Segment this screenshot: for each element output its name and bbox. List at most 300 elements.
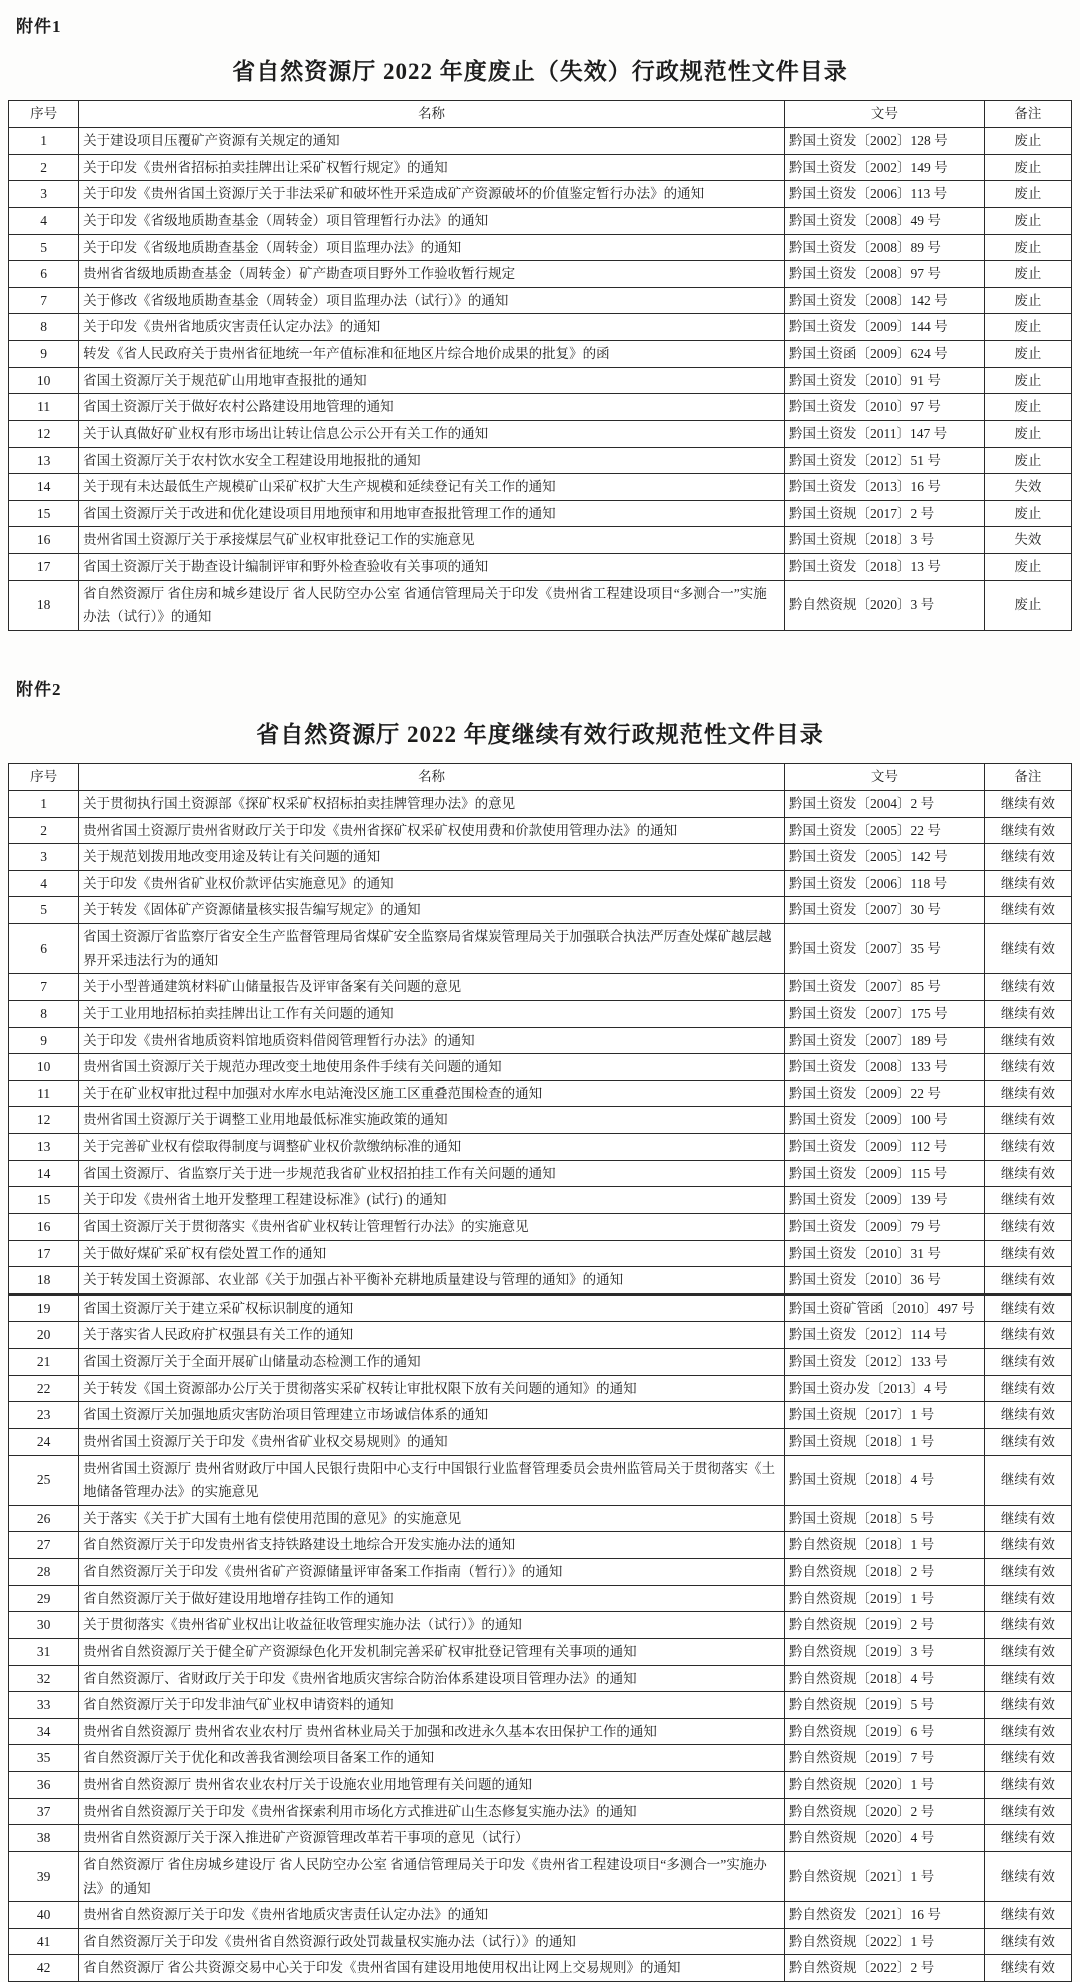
table-row xyxy=(9,1428,1072,1455)
cell-remark: 废止 xyxy=(984,154,1071,181)
cell-index: 14 xyxy=(9,474,79,501)
cell-index: 25 xyxy=(9,1455,79,1505)
cell-index: 35 xyxy=(9,1745,79,1772)
cell-doc-no: 黔自然资规〔2019〕1 号 xyxy=(784,1585,984,1612)
cell-index: 16 xyxy=(9,1213,79,1240)
table-row xyxy=(9,1054,1072,1081)
cell-name: 省国土资源厅关于建立采矿权标识制度的通知 xyxy=(79,1294,785,1322)
cell-name: 贵州省自然资源厅关于印发《贵州省探索利用市场化方式推进矿山生态修复实施办法》的通知 xyxy=(79,1798,785,1825)
cell-remark: 废止 xyxy=(984,128,1071,155)
column-header-doc-no: 文号 xyxy=(784,763,984,790)
table-row xyxy=(9,234,1072,261)
cell-name: 省国土资源厅关于规范矿山用地审查报批的通知 xyxy=(79,367,785,394)
cell-remark: 继续有效 xyxy=(984,1559,1071,1586)
cell-name: 省自然资源厅关于印发《贵州省自然资源行政处罚裁量权实施办法（试行）》的通知 xyxy=(79,1928,785,1955)
cell-name: 关于印发《贵州省地质灾害责任认定办法》的通知 xyxy=(79,314,785,341)
table-row xyxy=(9,128,1072,155)
cell-doc-no: 黔自然资规〔2020〕3 号 xyxy=(784,580,984,630)
cell-name: 省国土资源厅关于勘查设计编制评审和野外检查验收有关事项的通知 xyxy=(79,554,785,581)
cell-name: 贵州省国土资源厅关于印发《贵州省矿业权交易规则》的通知 xyxy=(79,1428,785,1455)
cell-remark: 继续有效 xyxy=(984,974,1071,1001)
cell-index: 18 xyxy=(9,1267,79,1295)
cell-remark: 继续有效 xyxy=(984,844,1071,871)
table-row xyxy=(9,1213,1072,1240)
cell-name: 关于贯彻落实《贵州省矿业权出让收益征收管理实施办法（试行）》的通知 xyxy=(79,1612,785,1639)
cell-doc-no: 黔国土资发〔2008〕142 号 xyxy=(784,287,984,314)
cell-index: 30 xyxy=(9,1612,79,1639)
cell-remark: 继续有效 xyxy=(984,1692,1071,1719)
table-row xyxy=(9,1505,1072,1532)
cell-doc-no: 黔自然资规〔2019〕5 号 xyxy=(784,1692,984,1719)
table-row xyxy=(9,1080,1072,1107)
cell-name: 关于在矿业权审批过程中加强对水库水电站淹没区施工区重叠范围检查的通知 xyxy=(79,1080,785,1107)
cell-index: 3 xyxy=(9,844,79,871)
cell-doc-no: 黔自然资规〔2019〕3 号 xyxy=(784,1638,984,1665)
cell-doc-no: 黔自然资规〔2019〕2 号 xyxy=(784,1612,984,1639)
table-row xyxy=(9,1455,1072,1505)
cell-name: 省国土资源厅关于农村饮水安全工程建设用地报批的通知 xyxy=(79,447,785,474)
cell-remark: 废止 xyxy=(984,447,1071,474)
cell-name: 贵州省国土资源厅 贵州省财政厅中国人民银行贵阳中心支行中国银行业监督管理委员会贵州监管局关于贯彻落实《土地储备管理办法》的实施意见 xyxy=(79,1455,785,1505)
cell-remark: 继续有效 xyxy=(984,1665,1071,1692)
cell-index: 11 xyxy=(9,1080,79,1107)
cell-remark: 继续有效 xyxy=(984,1851,1071,1901)
cell-remark: 继续有效 xyxy=(984,1585,1071,1612)
cell-index: 32 xyxy=(9,1665,79,1692)
cell-doc-no: 黔自然资规〔2018〕2 号 xyxy=(784,1559,984,1586)
cell-index: 6 xyxy=(9,261,79,288)
cell-doc-no: 黔国土资矿管函〔2010〕497 号 xyxy=(784,1294,984,1322)
cell-doc-no: 黔自然资规〔2020〕1 号 xyxy=(784,1772,984,1799)
cell-index: 7 xyxy=(9,287,79,314)
cell-remark: 继续有效 xyxy=(984,1772,1071,1799)
cell-index: 8 xyxy=(9,1000,79,1027)
cell-remark: 废止 xyxy=(984,314,1071,341)
cell-name: 关于印发《贵州省土地开发整理工程建设标准》(试行) 的通知 xyxy=(79,1187,785,1214)
cell-doc-no: 黔国土资函〔2009〕624 号 xyxy=(784,341,984,368)
cell-index: 3 xyxy=(9,181,79,208)
cell-name: 关于转发《固体矿产资源储量核实报告编写规定》的通知 xyxy=(79,897,785,924)
table-row xyxy=(9,844,1072,871)
cell-index: 5 xyxy=(9,234,79,261)
cell-name: 关于印发《贵州省招标拍卖挂牌出让采矿权暂行规定》的通知 xyxy=(79,154,785,181)
cell-index: 38 xyxy=(9,1825,79,1852)
cell-name: 省自然资源厅关于印发《贵州省矿产资源储量评审备案工作指南（暂行）》的通知 xyxy=(79,1559,785,1586)
cell-index: 17 xyxy=(9,554,79,581)
table-row xyxy=(9,580,1072,630)
table-row xyxy=(9,1772,1072,1799)
cell-index: 27 xyxy=(9,1532,79,1559)
table-row xyxy=(9,897,1072,924)
table-row xyxy=(9,1718,1072,1745)
cell-remark: 废止 xyxy=(984,341,1071,368)
cell-name: 转发《省人民政府关于贵州省征地统一年产值标准和征地区片综合地价成果的批复》的函 xyxy=(79,341,785,368)
cell-index: 29 xyxy=(9,1585,79,1612)
cell-doc-no: 黔国土资发〔2012〕51 号 xyxy=(784,447,984,474)
cell-index: 10 xyxy=(9,1054,79,1081)
cell-remark: 继续有效 xyxy=(984,1612,1071,1639)
cell-remark: 继续有效 xyxy=(984,1054,1071,1081)
cell-name: 关于工业用地招标拍卖挂牌出让工作有关问题的通知 xyxy=(79,1000,785,1027)
cell-remark: 废止 xyxy=(984,207,1071,234)
attachment-2-title: 省自然资源厅 2022 年度继续有效行政规范性文件目录 xyxy=(256,721,824,747)
cell-name: 贵州省自然资源厅关于深入推进矿产资源管理改革若干事项的意见（试行） xyxy=(79,1825,785,1852)
cell-index: 2 xyxy=(9,817,79,844)
section-gap xyxy=(8,631,1072,671)
cell-name: 关于认真做好矿业权有形市场出让转让信息公示公开有关工作的通知 xyxy=(79,420,785,447)
cell-remark: 继续有效 xyxy=(984,1428,1071,1455)
cell-index: 42 xyxy=(9,1955,79,1982)
cell-index: 20 xyxy=(9,1322,79,1349)
cell-remark: 继续有效 xyxy=(984,1798,1071,1825)
attachment-1-section xyxy=(8,12,1072,631)
cell-doc-no: 黔国土资发〔2005〕22 号 xyxy=(784,817,984,844)
cell-index: 18 xyxy=(9,580,79,630)
cell-name: 贵州省自然资源厅 贵州省农业农村厅关于设施农业用地管理有关问题的通知 xyxy=(79,1772,785,1799)
cell-remark: 继续有效 xyxy=(984,1745,1071,1772)
table-row xyxy=(9,181,1072,208)
cell-index: 13 xyxy=(9,447,79,474)
cell-remark: 废止 xyxy=(984,394,1071,421)
cell-doc-no: 黔国土资发〔2008〕89 号 xyxy=(784,234,984,261)
column-header-index: 序号 xyxy=(9,763,79,790)
cell-name: 贵州省自然资源厅关于健全矿产资源绿色化开发机制完善采矿权审批登记管理有关事项的通知 xyxy=(79,1638,785,1665)
cell-doc-no: 黔国土资发〔2010〕91 号 xyxy=(784,367,984,394)
cell-name: 关于落实《关于扩大国有土地有偿使用范围的意见》的实施意见 xyxy=(79,1505,785,1532)
cell-index: 23 xyxy=(9,1402,79,1429)
cell-doc-no: 黔自然资规〔2019〕6 号 xyxy=(784,1718,984,1745)
cell-remark: 继续有效 xyxy=(984,1322,1071,1349)
cell-doc-no: 黔国土资发〔2007〕175 号 xyxy=(784,1000,984,1027)
cell-name: 关于落实省人民政府扩权强县有关工作的通知 xyxy=(79,1322,785,1349)
cell-name: 贵州省自然资源厅 贵州省农业农村厅 贵州省林业局关于加强和改进永久基本农田保护工作的通知 xyxy=(79,1718,785,1745)
cell-name: 关于印发《贵州省矿业权价款评估实施意见》的通知 xyxy=(79,870,785,897)
cell-doc-no: 黔国土资发〔2008〕133 号 xyxy=(784,1054,984,1081)
cell-name: 关于印发《贵州省国土资源厅关于非法采矿和破坏性开采造成矿产资源破坏的价值鉴定暂行办法》的通知 xyxy=(79,181,785,208)
cell-remark: 继续有效 xyxy=(984,1825,1071,1852)
cell-remark: 废止 xyxy=(984,234,1071,261)
cell-name: 关于完善矿业权有偿取得制度与调整矿业权价款缴纳标准的通知 xyxy=(79,1134,785,1161)
table-row xyxy=(9,1240,1072,1267)
cell-index: 14 xyxy=(9,1160,79,1187)
table-row xyxy=(9,474,1072,501)
cell-doc-no: 黔国土资规〔2018〕1 号 xyxy=(784,1428,984,1455)
cell-index: 1 xyxy=(9,790,79,817)
table-row xyxy=(9,1107,1072,1134)
cell-remark: 继续有效 xyxy=(984,1213,1071,1240)
cell-remark: 继续有效 xyxy=(984,1107,1071,1134)
column-header-name: 名称 xyxy=(79,763,785,790)
cell-doc-no: 黔自然资规〔2020〕2 号 xyxy=(784,1798,984,1825)
cell-name: 关于印发《省级地质勘查基金（周转金）项目监理办法》的通知 xyxy=(79,234,785,261)
cell-doc-no: 黔国土资规〔2018〕4 号 xyxy=(784,1455,984,1505)
cell-doc-no: 黔国土资发〔2009〕144 号 xyxy=(784,314,984,341)
cell-doc-no: 黔国土资发〔2009〕79 号 xyxy=(784,1213,984,1240)
cell-remark: 继续有效 xyxy=(984,1505,1071,1532)
table-row xyxy=(9,287,1072,314)
cell-index: 15 xyxy=(9,1187,79,1214)
cell-doc-no: 黔国土资发〔2009〕100 号 xyxy=(784,1107,984,1134)
table-row xyxy=(9,1187,1072,1214)
cell-remark: 继续有效 xyxy=(984,1375,1071,1402)
cell-name: 关于现有未达最低生产规模矿山采矿权扩大生产规模和延续登记有关工作的通知 xyxy=(79,474,785,501)
cell-remark: 继续有效 xyxy=(984,924,1071,974)
table-row xyxy=(9,924,1072,974)
cell-name: 省自然资源厅 省住房城乡建设厅 省人民防空办公室 省通信管理局关于印发《贵州省工程建设项目“多测合一”实施办法》的通知 xyxy=(79,1851,785,1901)
cell-doc-no: 黔国土资发〔2009〕22 号 xyxy=(784,1080,984,1107)
cell-index: 21 xyxy=(9,1349,79,1376)
table-row xyxy=(9,554,1072,581)
cell-remark: 继续有效 xyxy=(984,1718,1071,1745)
cell-index: 28 xyxy=(9,1559,79,1586)
table-row xyxy=(9,817,1072,844)
cell-doc-no: 黔国土资规〔2018〕3 号 xyxy=(784,527,984,554)
cell-doc-no: 黔自然资规〔2018〕4 号 xyxy=(784,1665,984,1692)
cell-index: 39 xyxy=(9,1851,79,1901)
table-row xyxy=(9,1559,1072,1586)
cell-remark: 继续有效 xyxy=(984,1160,1071,1187)
cell-remark: 继续有效 xyxy=(984,1455,1071,1505)
cell-index: 10 xyxy=(9,367,79,394)
table-row xyxy=(9,1000,1072,1027)
cell-index: 16 xyxy=(9,527,79,554)
cell-name: 省国土资源厅关于贯彻落实《贵州省矿业权转让管理暂行办法》的实施意见 xyxy=(79,1213,785,1240)
table-row xyxy=(9,420,1072,447)
cell-remark: 继续有效 xyxy=(984,1000,1071,1027)
cell-remark: 继续有效 xyxy=(984,790,1071,817)
table-row xyxy=(9,1027,1072,1054)
table-row xyxy=(9,1928,1072,1955)
cell-index: 15 xyxy=(9,500,79,527)
attachment-2-section xyxy=(8,675,1072,1982)
table-row xyxy=(9,341,1072,368)
cell-remark: 废止 xyxy=(984,420,1071,447)
cell-name: 省国土资源厅关于全面开展矿山储量动态检测工作的通知 xyxy=(79,1349,785,1376)
table-row xyxy=(9,1322,1072,1349)
attachment-2-label: 附件2 xyxy=(16,679,62,699)
cell-doc-no: 黔国土资发〔2012〕133 号 xyxy=(784,1349,984,1376)
cell-remark: 继续有效 xyxy=(984,1955,1071,1982)
cell-index: 41 xyxy=(9,1928,79,1955)
cell-index: 26 xyxy=(9,1505,79,1532)
cell-doc-no: 黔国土资发〔2002〕149 号 xyxy=(784,154,984,181)
cell-index: 36 xyxy=(9,1772,79,1799)
cell-remark: 继续有效 xyxy=(984,1402,1071,1429)
cell-name: 贵州省省级地质勘查基金（周转金）矿产勘查项目野外工作验收暂行规定 xyxy=(79,261,785,288)
cell-name: 省国土资源厅关加强地质灾害防治项目管理建立市场诚信体系的通知 xyxy=(79,1402,785,1429)
cell-doc-no: 黔国土资规〔2017〕1 号 xyxy=(784,1402,984,1429)
cell-doc-no: 黔国土资发〔2009〕139 号 xyxy=(784,1187,984,1214)
cell-name: 关于印发《贵州省地质资料馆地质资料借阅管理暂行办法》的通知 xyxy=(79,1027,785,1054)
cell-index: 17 xyxy=(9,1240,79,1267)
table-row xyxy=(9,1745,1072,1772)
cell-index: 12 xyxy=(9,420,79,447)
cell-remark: 失效 xyxy=(984,527,1071,554)
cell-remark: 继续有效 xyxy=(984,1902,1071,1929)
cell-name: 省国土资源厅关于做好农村公路建设用地管理的通知 xyxy=(79,394,785,421)
cell-index: 9 xyxy=(9,1027,79,1054)
cell-doc-no: 黔自然资规〔2022〕1 号 xyxy=(784,1928,984,1955)
table-row xyxy=(9,790,1072,817)
table-row xyxy=(9,1612,1072,1639)
cell-index: 24 xyxy=(9,1428,79,1455)
cell-index: 13 xyxy=(9,1134,79,1161)
cell-remark: 继续有效 xyxy=(984,1187,1071,1214)
cell-name: 贵州省国土资源厅贵州省财政厅关于印发《贵州省探矿权采矿权使用费和价款使用管理办法》的通知 xyxy=(79,817,785,844)
cell-doc-no: 黔国土资发〔2010〕97 号 xyxy=(784,394,984,421)
cell-doc-no: 黔国土资发〔2013〕16 号 xyxy=(784,474,984,501)
table-row xyxy=(9,1349,1072,1376)
table-row xyxy=(9,1665,1072,1692)
cell-doc-no: 黔国土资发〔2007〕85 号 xyxy=(784,974,984,1001)
cell-remark: 继续有效 xyxy=(984,1080,1071,1107)
cell-index: 22 xyxy=(9,1375,79,1402)
table-row xyxy=(9,1267,1072,1295)
cell-name: 省国土资源厅省监察厅省安全生产监督管理局省煤矿安全监察局省煤炭管理局关于加强联合执法严厉查处煤矿越层越界开采违法行为的通知 xyxy=(79,924,785,974)
cell-doc-no: 黔国土资发〔2005〕142 号 xyxy=(784,844,984,871)
cell-name: 关于建设项目压覆矿产资源有关规定的通知 xyxy=(79,128,785,155)
column-header-index: 序号 xyxy=(9,101,79,128)
cell-remark: 继续有效 xyxy=(984,1294,1071,1322)
column-header-doc-no: 文号 xyxy=(784,101,984,128)
table-row xyxy=(9,1638,1072,1665)
table-row xyxy=(9,1134,1072,1161)
cell-name: 省国土资源厅关于改进和优化建设项目用地预审和用地审查报批管理工作的通知 xyxy=(79,500,785,527)
cell-name: 省自然资源厅关于做好建设用地增存挂钩工作的通知 xyxy=(79,1585,785,1612)
cell-index: 8 xyxy=(9,314,79,341)
table-row xyxy=(9,500,1072,527)
cell-doc-no: 黔国土资规〔2017〕2 号 xyxy=(784,500,984,527)
cell-remark: 继续有效 xyxy=(984,870,1071,897)
cell-name: 省自然资源厅、省财政厅关于印发《贵州省地质灾害综合防治体系建设项目管理办法》的通知 xyxy=(79,1665,785,1692)
cell-doc-no: 黔自然资规〔2019〕7 号 xyxy=(784,1745,984,1772)
cell-index: 1 xyxy=(9,128,79,155)
cell-remark: 废止 xyxy=(984,580,1071,630)
cell-remark: 继续有效 xyxy=(984,897,1071,924)
cell-remark: 继续有效 xyxy=(984,817,1071,844)
cell-name: 省自然资源厅关于印发贵州省支持铁路建设土地综合开发实施办法的通知 xyxy=(79,1532,785,1559)
cell-remark: 继续有效 xyxy=(984,1134,1071,1161)
column-header-remark: 备注 xyxy=(984,763,1071,790)
cell-index: 4 xyxy=(9,870,79,897)
cell-name: 关于规范划拨用地改变用途及转让有关问题的通知 xyxy=(79,844,785,871)
cell-remark: 继续有效 xyxy=(984,1532,1071,1559)
table-row xyxy=(9,447,1072,474)
table-row xyxy=(9,1825,1072,1852)
cell-remark: 废止 xyxy=(984,261,1071,288)
cell-remark: 废止 xyxy=(984,554,1071,581)
cell-index: 9 xyxy=(9,341,79,368)
column-header-remark: 备注 xyxy=(984,101,1071,128)
table-row xyxy=(9,527,1072,554)
cell-name: 贵州省自然资源厅关于印发《贵州省地质灾害责任认定办法》的通知 xyxy=(79,1902,785,1929)
cell-doc-no: 黔国土资发〔2007〕189 号 xyxy=(784,1027,984,1054)
cell-index: 19 xyxy=(9,1294,79,1322)
table-row xyxy=(9,974,1072,1001)
cell-name: 省自然资源厅关于印发非油气矿业权申请资料的通知 xyxy=(79,1692,785,1719)
cell-doc-no: 黔国土资发〔2004〕2 号 xyxy=(784,790,984,817)
cell-name: 关于转发《国土资源部办公厅关于贯彻落实采矿权转让审批权限下放有关问题的通知》的通知 xyxy=(79,1375,785,1402)
cell-name: 关于修改《省级地质勘查基金（周转金）项目监理办法（试行）》的通知 xyxy=(79,287,785,314)
cell-index: 4 xyxy=(9,207,79,234)
cell-index: 37 xyxy=(9,1798,79,1825)
cell-remark: 废止 xyxy=(984,367,1071,394)
cell-index: 2 xyxy=(9,154,79,181)
cell-doc-no: 黔国土资发〔2011〕147 号 xyxy=(784,420,984,447)
attachment-1-title: 省自然资源厅 2022 年度废止（失效）行政规范性文件目录 xyxy=(232,59,848,84)
table-row xyxy=(9,1532,1072,1559)
table-row xyxy=(9,1294,1072,1322)
table-row xyxy=(9,1585,1072,1612)
cell-name: 关于做好煤矿采矿权有偿处置工作的通知 xyxy=(79,1240,785,1267)
cell-remark: 失效 xyxy=(984,474,1071,501)
table-header-row xyxy=(9,763,1072,790)
table-row xyxy=(9,1692,1072,1719)
cell-doc-no: 黔国土资发〔2006〕113 号 xyxy=(784,181,984,208)
cell-remark: 继续有效 xyxy=(984,1928,1071,1955)
table-row xyxy=(9,1955,1072,1982)
cell-index: 40 xyxy=(9,1902,79,1929)
cell-index: 33 xyxy=(9,1692,79,1719)
cell-doc-no: 黔国土资发〔2008〕97 号 xyxy=(784,261,984,288)
cell-doc-no: 黔国土资规〔2018〕5 号 xyxy=(784,1505,984,1532)
cell-index: 7 xyxy=(9,974,79,1001)
cell-doc-no: 黔国土资办发〔2013〕4 号 xyxy=(784,1375,984,1402)
cell-remark: 继续有效 xyxy=(984,1240,1071,1267)
cell-doc-no: 黔国土资发〔2008〕49 号 xyxy=(784,207,984,234)
cell-doc-no: 黔国土资发〔2006〕118 号 xyxy=(784,870,984,897)
cell-doc-no: 黔国土资发〔2010〕31 号 xyxy=(784,1240,984,1267)
cell-remark: 继续有效 xyxy=(984,1267,1071,1295)
cell-name: 关于转发国土资源部、农业部《关于加强占补平衡补充耕地质量建设与管理的通知》的通知 xyxy=(79,1267,785,1295)
valid-documents-table xyxy=(8,763,1072,1982)
table-row xyxy=(9,394,1072,421)
cell-doc-no: 黔国土资发〔2009〕112 号 xyxy=(784,1134,984,1161)
cell-index: 6 xyxy=(9,924,79,974)
cell-doc-no: 黔国土资发〔2009〕115 号 xyxy=(784,1160,984,1187)
table-row xyxy=(9,1851,1072,1901)
cell-name: 省自然资源厅 省公共资源交易中心关于印发《贵州省国有建设用地使用权出让网上交易规则》的通知 xyxy=(79,1955,785,1982)
cell-name: 省自然资源厅关于优化和改善我省测绘项目备案工作的通知 xyxy=(79,1745,785,1772)
table-header-row xyxy=(9,101,1072,128)
table-row xyxy=(9,261,1072,288)
cell-index: 5 xyxy=(9,897,79,924)
table-row xyxy=(9,870,1072,897)
cell-doc-no: 黔自然资规〔2020〕4 号 xyxy=(784,1825,984,1852)
cell-index: 11 xyxy=(9,394,79,421)
cell-remark: 废止 xyxy=(984,287,1071,314)
cell-index: 12 xyxy=(9,1107,79,1134)
cell-doc-no: 黔国土资发〔2007〕35 号 xyxy=(784,924,984,974)
cell-index: 31 xyxy=(9,1638,79,1665)
table-row xyxy=(9,154,1072,181)
cell-name: 贵州省国土资源厅关于承接煤层气矿业权审批登记工作的实施意见 xyxy=(79,527,785,554)
cell-doc-no: 黔国土资发〔2010〕36 号 xyxy=(784,1267,984,1295)
cell-remark: 废止 xyxy=(984,181,1071,208)
cell-name: 关于印发《省级地质勘查基金（周转金）项目管理暂行办法》的通知 xyxy=(79,207,785,234)
cell-name: 省国土资源厅、省监察厅关于进一步规范我省矿业权招拍挂工作有关问题的通知 xyxy=(79,1160,785,1187)
cell-index: 34 xyxy=(9,1718,79,1745)
cell-name: 贵州省国土资源厅关于调整工业用地最低标准实施政策的通知 xyxy=(79,1107,785,1134)
table-row xyxy=(9,1375,1072,1402)
table-row xyxy=(9,1160,1072,1187)
column-header-name: 名称 xyxy=(79,101,785,128)
table-row xyxy=(9,1798,1072,1825)
cell-name: 关于贯彻执行国土资源部《探矿权采矿权招标拍卖挂牌管理办法》的意见 xyxy=(79,790,785,817)
table-row xyxy=(9,207,1072,234)
cell-doc-no: 黔国土资发〔2018〕13 号 xyxy=(784,554,984,581)
cell-doc-no: 黔自然资规〔2018〕1 号 xyxy=(784,1532,984,1559)
